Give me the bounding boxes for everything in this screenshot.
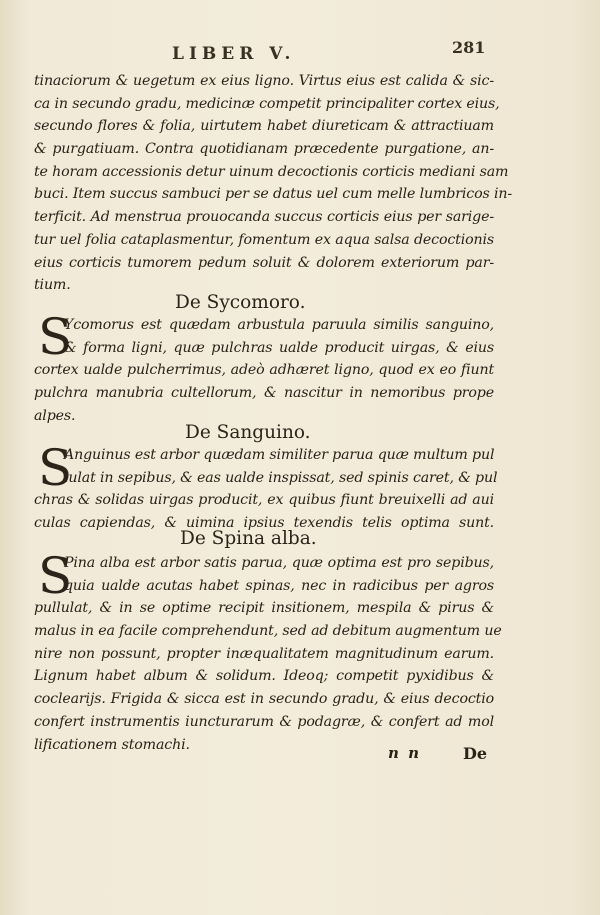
text-line: Anguinus est arbor quædam similiter parua quæ multum pul [64, 447, 495, 463]
catchword: De [463, 744, 488, 763]
text-line: pulchra manubria cultellorum, & nascitur in nemoribus prope [34, 385, 494, 402]
text-line: & purgatiuam. Contra quotidianam præcedente purgatione, an- [34, 141, 494, 158]
page-header [0, 38, 600, 68]
text-line: terficit. Ad menstrua prouocanda succus corticis eius per sarige- [34, 209, 494, 226]
text-line: chras & solidas uirgas producit, ex quibus fiunt breuixelli ad aui [34, 492, 494, 509]
text-line: malus in ea facile comprehendunt, sed ad debitum augmentum ue [34, 623, 502, 640]
text-line: confert instrumentis iuncturarum & podagræ, & confert ad mol [34, 713, 494, 730]
drop-cap-sycomoro: S [38, 308, 73, 366]
heading-spina-alba: De Spina alba. [180, 528, 317, 549]
text-line: secundo flores & folia, uirtutem habet diureticam & attractiuam [34, 118, 494, 135]
text-line: tur uel folia cataplasmentur, fomentum ex aqua salsa decoctionis [34, 231, 494, 248]
sambucus-text [34, 70, 512, 297]
text-line: lificationem stomachi. [34, 736, 190, 753]
sycomoro-text [34, 308, 494, 427]
heading-sanguino: De Sanguino. [185, 422, 311, 443]
text-line: pullulat, & in se optime recipit insitionem, mespila & pirus & [34, 600, 494, 617]
spina-alba-text [34, 547, 502, 756]
text-line: buci. Item succus sambuci per se datus uel cum melle lumbricos in- [34, 186, 512, 203]
text-line: quia ualde acutas habet spinas, nec in radicibus per agros [64, 577, 494, 594]
text-line: Lignum habet album & solidum. Ideoq; competit pyxidibus & [34, 668, 494, 685]
heading-sycomoro: De Sycomoro. [175, 292, 306, 313]
text-line: tinaciorum & uegetum ex eius ligno. Virtus eius est calida & sic- [34, 73, 494, 89]
text-line: tium. [34, 277, 71, 294]
text-line: te horam accessionis detur uinum decoctionis corticis mediani sam [34, 163, 509, 180]
drop-cap-spina-alba: S [38, 547, 73, 605]
text-line: ca in secundo gradu, medicinæ competit principaliter cortex eius, [34, 95, 500, 112]
text-line: eius corticis tumorem pedum soluit & dolorem exteriorum par- [34, 254, 494, 271]
text-line: & forma ligni, quæ pulchras ualde producit uirgas, & eius [64, 339, 494, 356]
text-line: lulat in sepibus, & eas ualde inspissat, sed spinis caret, & pul [64, 469, 498, 486]
text-line: coclearijs. Frigida & sicca est in secundo gradu, & eius decoctio [34, 691, 494, 708]
page-number: 281 [452, 38, 486, 57]
text-line: alpes. [34, 407, 76, 424]
drop-cap-sanguino: S [38, 439, 73, 497]
text-line: Ycomorus est quædam arbustula paruula similis sanguino, [64, 317, 494, 333]
text-line: nire non possunt, propter inæqualitatem magnitudinum earum. [34, 645, 494, 662]
text-line: culas capiendas, & uimina ipsius texendis telis optima sunt. [34, 515, 494, 532]
running-head: LIBER V. [172, 44, 296, 64]
text-line: Pina alba est arbor satis parua, quæ optima est pro sepibus, [64, 555, 494, 571]
text-line: cortex ualde pulcherrimus, adeò adhæret ligno, quod ex eo fiunt [34, 362, 494, 379]
signature-mark: n n [388, 744, 422, 762]
sanguino-text [34, 439, 498, 535]
